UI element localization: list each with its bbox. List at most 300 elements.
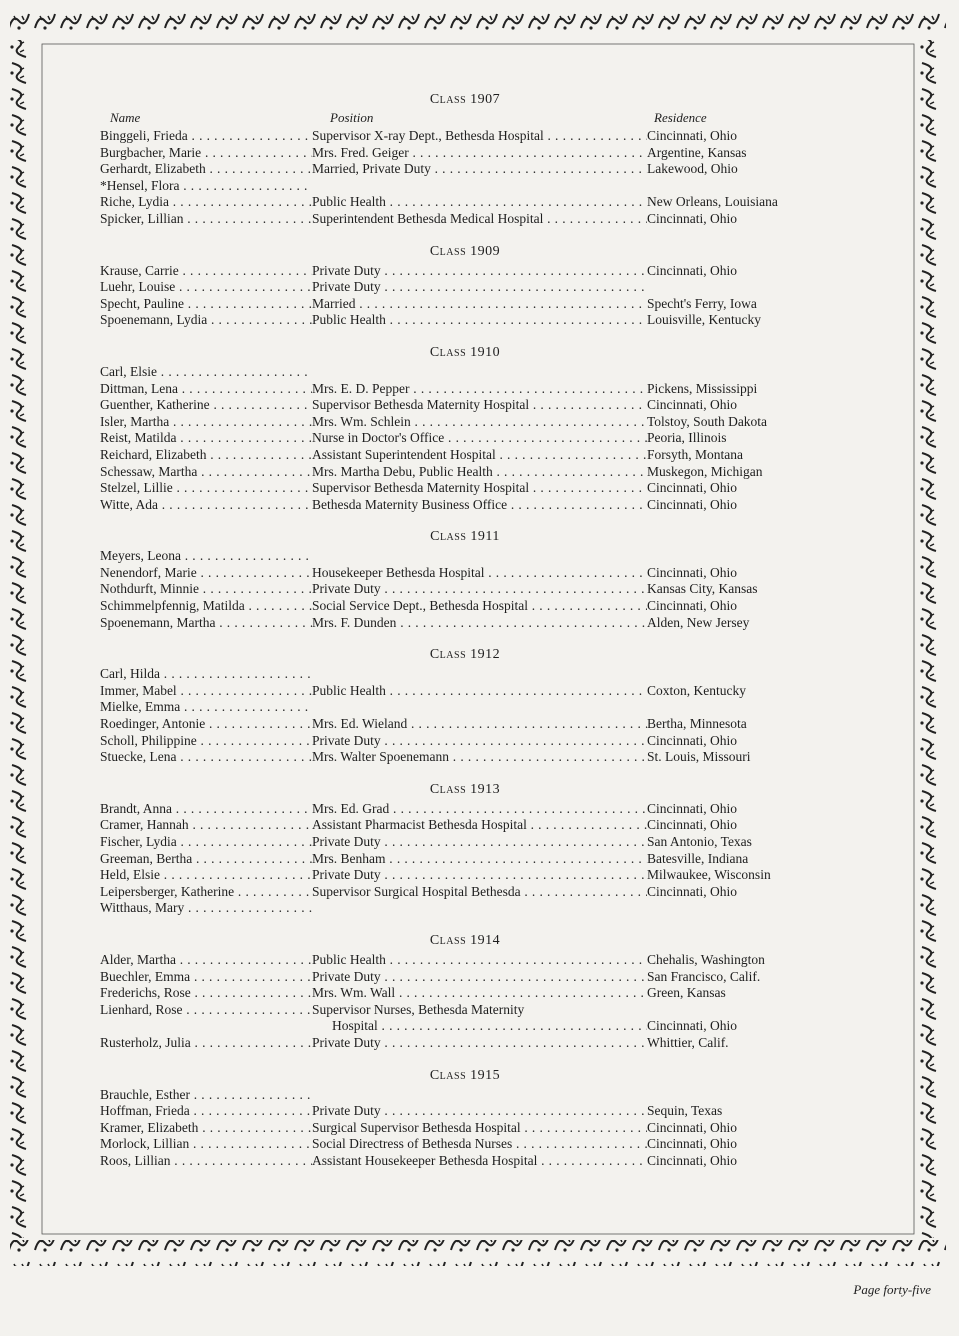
class-title: Class 1910 (429, 344, 501, 360)
nurse-name (100, 884, 312, 901)
nurse-position (312, 884, 647, 901)
nurse-residence (647, 1002, 830, 1019)
nurse-position (312, 397, 647, 414)
nurse-position-text: Private Duty (312, 834, 381, 849)
table-row (100, 1087, 830, 1104)
roster-content (100, 92, 830, 1186)
table-row (100, 749, 830, 766)
table-row (100, 884, 830, 901)
nurse-residence: Cincinnati, Ohio (647, 732, 737, 748)
nurse-name (100, 1103, 312, 1120)
table-row (100, 279, 830, 296)
nurse-name (100, 969, 312, 986)
nurse-position (312, 1087, 647, 1104)
nurse-residence: Cincinnati, Ohio (647, 1136, 737, 1152)
nurse-position (312, 683, 647, 700)
nurse-position (312, 834, 647, 851)
nurse-name-text: Hoffman, Frieda (100, 1103, 190, 1119)
nurse-residence: Cincinnati, Ohio (647, 397, 737, 413)
nurse-residence: New Orleans, Louisiana (647, 194, 778, 210)
nurse-position (312, 867, 647, 884)
table-row (100, 145, 830, 162)
nurse-name (100, 464, 312, 481)
nurse-residence: Cincinnati, Ohio (647, 1018, 737, 1034)
nurse-position (312, 161, 647, 178)
nurse-name (100, 565, 312, 582)
nurse-residence: Coxton, Kentucky (647, 682, 746, 698)
nurse-position-text: Supervisor Bethesda Maternity Hospital (312, 480, 530, 496)
nurse-name-text: Held, Elsie (100, 867, 160, 883)
nurse-position-text: Private Duty (312, 581, 381, 597)
nurse-position-text: Supervisor X-ray Dept., Bethesda Hospital (312, 128, 544, 143)
table-row (100, 581, 830, 598)
nurse-name (100, 296, 312, 313)
table-row (100, 598, 830, 615)
nurse-residence: Louisville, Kentucky (647, 312, 761, 328)
table-row (100, 128, 830, 145)
nurse-position-text: Supervisor Surgical Hospital Bethesda (312, 883, 521, 899)
nurse-name-text: Brandt, Anna (100, 800, 172, 816)
nurse-residence: Cincinnati, Ohio (647, 210, 737, 226)
nurse-name-text: Lienhard, Rose (100, 1001, 183, 1017)
table-row (100, 447, 830, 464)
nurse-name-text: Roos, Lillian (100, 1152, 171, 1168)
nurse-name (100, 161, 312, 178)
nurse-position (312, 211, 647, 228)
nurse-name-text: Nenendorf, Marie (100, 564, 197, 580)
nurse-position-text: Assistant Pharmacist Bethesda Hospital (312, 817, 527, 833)
nurse-name-text: Scholl, Philippine (100, 732, 197, 748)
table-row (100, 817, 830, 834)
nurse-residence (647, 178, 830, 195)
class-section (100, 647, 830, 766)
table-row (100, 1103, 830, 1120)
nurse-name (100, 194, 312, 211)
table-row (100, 801, 830, 818)
nurse-name (100, 749, 312, 766)
table-row (100, 985, 830, 1002)
nurse-position (312, 749, 647, 766)
nurse-position (312, 145, 647, 162)
class-list (100, 92, 830, 1170)
nurse-name (100, 952, 312, 969)
nurse-residence: Muskegon, Michigan (647, 463, 763, 479)
nurse-position-text: Private Duty (312, 732, 381, 748)
nurse-position-text: Public Health (312, 194, 386, 210)
nurse-position-text: Mrs. Ed. Wieland (312, 716, 408, 732)
nurse-position (312, 312, 647, 329)
class-section (100, 1068, 830, 1170)
class-title: Class 1915 (429, 1067, 501, 1083)
nurse-position (312, 296, 647, 313)
nurse-position-text: Private Duty (312, 968, 381, 984)
nurse-residence (647, 548, 830, 565)
class-section (100, 782, 830, 917)
nurse-name (100, 699, 312, 716)
nurse-name (100, 1120, 312, 1137)
class-section (100, 244, 830, 329)
nurse-residence: San Francisco, Calif. (647, 968, 761, 984)
nurse-residence: Cincinnati, Ohio (647, 480, 737, 496)
nurse-position (312, 414, 647, 431)
nurse-position (312, 364, 647, 381)
nurse-position-text: Mrs. Walter Spoenemann (312, 749, 450, 765)
nurse-name (100, 851, 312, 868)
nurse-name-text: Buechler, Emma (100, 968, 191, 984)
nurse-position-text: Hospital (332, 1018, 378, 1034)
table-row (100, 900, 830, 917)
table-row (100, 364, 830, 381)
nurse-position (312, 464, 647, 481)
class-title: Class 1912 (429, 647, 501, 663)
nurse-name-text: Spoenemann, Martha (100, 614, 216, 630)
nurse-residence: Cincinnati, Ohio (647, 262, 737, 278)
nurse-position-text: Surgical Supervisor Bethesda Hospital (312, 1119, 521, 1135)
nurse-name (100, 548, 312, 565)
nurse-name (100, 1087, 312, 1104)
nurse-name-text: Spicker, Lillian (100, 210, 184, 226)
nurse-name (100, 801, 312, 818)
nurse-residence: San Antonio, Texas (647, 834, 752, 849)
nurse-name (100, 480, 312, 497)
nurse-position-text: Mrs. Ed. Grad (312, 800, 390, 816)
nurse-residence: Cincinnati, Ohio (647, 496, 737, 512)
class-title: Class 1914 (429, 932, 501, 948)
nurse-name-text: Alder, Martha (100, 951, 176, 967)
nurse-name (100, 397, 312, 414)
nurse-name (100, 447, 312, 464)
nurse-position (312, 1035, 647, 1052)
nurse-name (100, 279, 312, 296)
nurse-name-text: Stelzel, Lillie (100, 480, 173, 496)
nurse-name (100, 1002, 312, 1019)
nurse-name-text: Mielke, Emma (100, 699, 181, 715)
table-row (100, 430, 830, 447)
nurse-position-text: Public Health (312, 682, 386, 698)
nurse-position (312, 430, 647, 447)
nurse-position (312, 952, 647, 969)
residence-column-header: Residence (654, 110, 707, 125)
border-left (10, 40, 36, 1238)
nurse-position (312, 666, 647, 683)
nurse-residence: Chehalis, Washington (647, 951, 765, 967)
nurse-name (100, 364, 312, 381)
table-row (100, 834, 830, 851)
nurse-position (312, 900, 647, 917)
table-row (100, 716, 830, 733)
nurse-residence: Cincinnati, Ohio (647, 598, 737, 614)
nurse-position (312, 381, 647, 398)
class-section (100, 92, 830, 228)
nurse-position-text: Private Duty (312, 867, 381, 883)
nurse-residence: Cincinnati, Ohio (647, 1152, 737, 1168)
nurse-name (100, 598, 312, 615)
nurse-position (312, 581, 647, 598)
nurse-position (312, 801, 647, 818)
table-row (100, 464, 830, 481)
page-number: Page forty-five (853, 1282, 931, 1297)
table-row (100, 381, 830, 398)
table-row (100, 952, 830, 969)
nurse-name (100, 430, 312, 447)
nurse-name-text: Morlock, Lillian (100, 1136, 190, 1152)
nurse-name-text: Immer, Mabel (100, 682, 177, 698)
nurse-residence: Alden, New Jersey (647, 614, 750, 630)
table-row (100, 1018, 830, 1035)
nurse-position-text: Private Duty (312, 262, 381, 278)
nurse-position-text: Supervisor Bethesda Maternity Hospital (312, 397, 530, 413)
nurse-name-text: Greeman, Bertha (100, 850, 193, 866)
table-row (100, 699, 830, 716)
nurse-position (312, 1136, 647, 1153)
nurse-name (100, 1018, 312, 1035)
nurse-position-text: Mrs. Martha Debu, Public Health (312, 463, 493, 479)
nurse-position (312, 279, 647, 296)
nurse-residence: Bertha, Minnesota (647, 716, 747, 732)
nurse-position (312, 615, 647, 632)
table-row (100, 397, 830, 414)
nurse-name-text: Riche, Lydia (100, 194, 169, 210)
nurse-name-text: Binggeli, Frieda (100, 128, 188, 143)
table-row (100, 1136, 830, 1153)
nurse-position-text: Married, Private Duty (312, 161, 431, 177)
nurse-residence (647, 900, 830, 917)
nurse-name-text: Luehr, Louise (100, 279, 176, 295)
nurse-residence: Milwaukee, Wisconsin (647, 867, 771, 883)
nurse-position-text: Superintendent Bethesda Medical Hospital (312, 210, 544, 226)
nurse-name-text: Guenther, Katherine (100, 397, 210, 413)
nurse-residence: Whittier, Calif. (647, 1034, 729, 1050)
nurse-name (100, 733, 312, 750)
nurse-name-text: Isler, Martha (100, 413, 170, 429)
nurse-residence: Cincinnati, Ohio (647, 1119, 737, 1135)
table-row (100, 263, 830, 280)
nurse-residence (647, 364, 830, 381)
nurse-name-text: Kramer, Elizabeth (100, 1119, 199, 1135)
nurse-position (312, 447, 647, 464)
nurse-position-text: Assistant Superintendent Hospital (312, 446, 496, 462)
nurse-position (312, 969, 647, 986)
nurse-name-text: Carl, Elsie (100, 363, 157, 379)
table-row (100, 851, 830, 868)
nurse-name (100, 615, 312, 632)
nurse-position-text: Housekeeper Bethesda Hospital (312, 564, 485, 580)
nurse-residence: Forsyth, Montana (647, 446, 743, 462)
nurse-residence: Argentine, Kansas (647, 144, 747, 160)
table-row (100, 1153, 830, 1170)
nurse-position (312, 128, 647, 145)
nurse-name-text: Fischer, Lydia (100, 834, 177, 849)
nurse-position (312, 1103, 647, 1120)
class-title: Class 1907 (429, 92, 501, 107)
nurse-name-text: Reichard, Elizabeth (100, 446, 207, 462)
nurse-position (312, 716, 647, 733)
nurse-position (312, 480, 647, 497)
table-row (100, 548, 830, 565)
nurse-residence: Cincinnati, Ohio (647, 817, 737, 833)
nurse-name (100, 211, 312, 228)
nurse-position-text: Public Health (312, 951, 386, 967)
nurse-position (312, 733, 647, 750)
nurse-name (100, 381, 312, 398)
nurse-position-text: Social Service Dept., Bethesda Hospital (312, 598, 528, 614)
nurse-name-text: Dittman, Lena (100, 380, 178, 396)
table-row (100, 1120, 830, 1137)
nurse-position (312, 1120, 647, 1137)
nurse-name-text: Cramer, Hannah (100, 817, 189, 833)
nurse-name (100, 312, 312, 329)
table-row (100, 666, 830, 683)
nurse-position-text: Assistant Housekeeper Bethesda Hospital (312, 1152, 538, 1168)
nurse-position-text: Mrs. Benham (312, 850, 386, 866)
nurse-name (100, 900, 312, 917)
table-row (100, 615, 830, 632)
nurse-position (312, 598, 647, 615)
nurse-position-text: Mrs. Fred. Geiger (312, 144, 409, 160)
border-top (10, 12, 946, 38)
nurse-name (100, 414, 312, 431)
nurse-position (312, 1153, 647, 1170)
nurse-residence (647, 666, 830, 683)
nurse-residence: St. Louis, Missouri (647, 749, 751, 765)
class-section (100, 529, 830, 631)
nurse-position (312, 194, 647, 211)
border-right (920, 40, 946, 1238)
nurse-name (100, 581, 312, 598)
table-row (100, 194, 830, 211)
nurse-position-text: Mrs. E. D. Pepper (312, 380, 410, 396)
nurse-name-text: Specht, Pauline (100, 295, 184, 311)
nurse-residence (647, 279, 830, 296)
class-title: Class 1913 (429, 781, 501, 797)
table-row (100, 161, 830, 178)
nurse-name-text: Roedinger, Antonie (100, 716, 206, 732)
class-section (100, 345, 830, 513)
nurse-name-text: Meyers, Leona (100, 548, 181, 564)
nurse-residence: Peoria, Illinois (647, 430, 727, 446)
nurse-name-text: Spoenemann, Lydia (100, 312, 208, 328)
nurse-name-text: Carl, Hilda (100, 666, 160, 682)
table-row (100, 497, 830, 514)
nurse-name (100, 716, 312, 733)
nurse-name (100, 1035, 312, 1052)
nurse-name-text: Stuecke, Lena (100, 749, 177, 765)
nurse-name (100, 1136, 312, 1153)
nurse-position (312, 851, 647, 868)
nurse-name (100, 683, 312, 700)
table-row (100, 312, 830, 329)
column-headers (100, 111, 830, 125)
nurse-name (100, 985, 312, 1002)
nurse-name (100, 1153, 312, 1170)
class-title: Class 1911 (430, 529, 500, 545)
nurse-residence (647, 1087, 830, 1104)
nurse-position (312, 263, 647, 280)
table-row (100, 1035, 830, 1052)
nurse-name-text: Witte, Ada (100, 496, 158, 512)
border-bottom (10, 1240, 946, 1266)
nurse-position (312, 1002, 647, 1019)
nurse-name (100, 178, 312, 195)
nurse-residence: Lakewood, Ohio (647, 161, 738, 177)
nurse-residence (647, 699, 830, 716)
nurse-position-text: Married (312, 295, 356, 311)
nurse-residence: Pickens, Mississippi (647, 380, 758, 396)
nurse-position (312, 565, 647, 582)
nurse-name (100, 145, 312, 162)
table-row (100, 565, 830, 582)
nurse-position-text: Nurse in Doctor's Office (312, 430, 445, 446)
nurse-position (312, 699, 647, 716)
nurse-name-text: Gerhardt, Elizabeth (100, 161, 206, 177)
nurse-name-text: Brauchle, Esther (100, 1086, 190, 1102)
nurse-position (312, 1018, 647, 1035)
nurse-position-text: Mrs. Wm. Schlein (312, 413, 411, 429)
nurse-residence: Tolstoy, South Dakota (647, 413, 768, 429)
nurse-position (312, 817, 647, 834)
table-row (100, 178, 830, 195)
nurse-position (312, 178, 647, 195)
table-row (100, 969, 830, 986)
nurse-name (100, 497, 312, 514)
nurse-name-text: Rusterholz, Julia (100, 1034, 191, 1050)
nurse-position-text: Private Duty (312, 279, 381, 295)
table-row (100, 1002, 830, 1019)
nurse-position-text: Social Directress of Bethesda Nurses (312, 1136, 513, 1152)
nurse-name-text: Schimmelpfennig, Matilda (100, 598, 245, 614)
nurse-name-text: Krause, Carrie (100, 262, 179, 278)
nurse-position-text: Mrs. F. Dunden (312, 614, 397, 630)
nurse-name-text: Witthaus, Mary (100, 900, 185, 916)
nurse-name (100, 128, 312, 145)
nurse-position-text: Supervisor Nurses, Bethesda Maternity (312, 1001, 525, 1017)
nurse-residence: Cincinnati, Ohio (647, 800, 737, 816)
table-row (100, 211, 830, 228)
table-row (100, 414, 830, 431)
class-title: Class 1909 (429, 243, 501, 259)
class-section (100, 933, 830, 1052)
nurse-residence: Cincinnati, Ohio (647, 883, 737, 899)
nurse-residence: Sequin, Texas (647, 1103, 723, 1119)
nurse-residence: Cincinnati, Ohio (647, 128, 737, 143)
nurse-residence: Specht's Ferry, Iowa (647, 295, 757, 311)
nurse-position (312, 548, 647, 565)
nurse-position-text: Mrs. Wm. Wall (312, 985, 396, 1001)
nurse-name-text: *Hensel, Flora (100, 177, 180, 193)
table-row (100, 867, 830, 884)
nurse-name-text: Leipersberger, Katherine (100, 883, 235, 899)
nurse-name (100, 263, 312, 280)
nurse-residence: Cincinnati, Ohio (647, 564, 737, 580)
nurse-position (312, 985, 647, 1002)
nurse-position-text: Public Health (312, 312, 386, 328)
nurse-name-text: Schessaw, Martha (100, 463, 198, 479)
nurse-name-text: Frederichs, Rose (100, 985, 191, 1001)
nurse-position-text: Private Duty (312, 1103, 381, 1119)
name-column-header: Name (110, 110, 141, 125)
nurse-position-text: Private Duty (312, 1034, 381, 1050)
nurse-name (100, 666, 312, 683)
position-column-header: Position (330, 110, 374, 125)
nurse-position (312, 497, 647, 514)
nurse-name-text: Nothdurft, Minnie (100, 581, 199, 597)
nurse-name (100, 834, 312, 851)
nurse-name (100, 867, 312, 884)
table-row (100, 733, 830, 750)
nurse-residence: Kansas City, Kansas (647, 581, 758, 597)
nurse-name-text: Reist, Matilda (100, 430, 177, 446)
nurse-residence: Batesville, Indiana (647, 850, 749, 866)
